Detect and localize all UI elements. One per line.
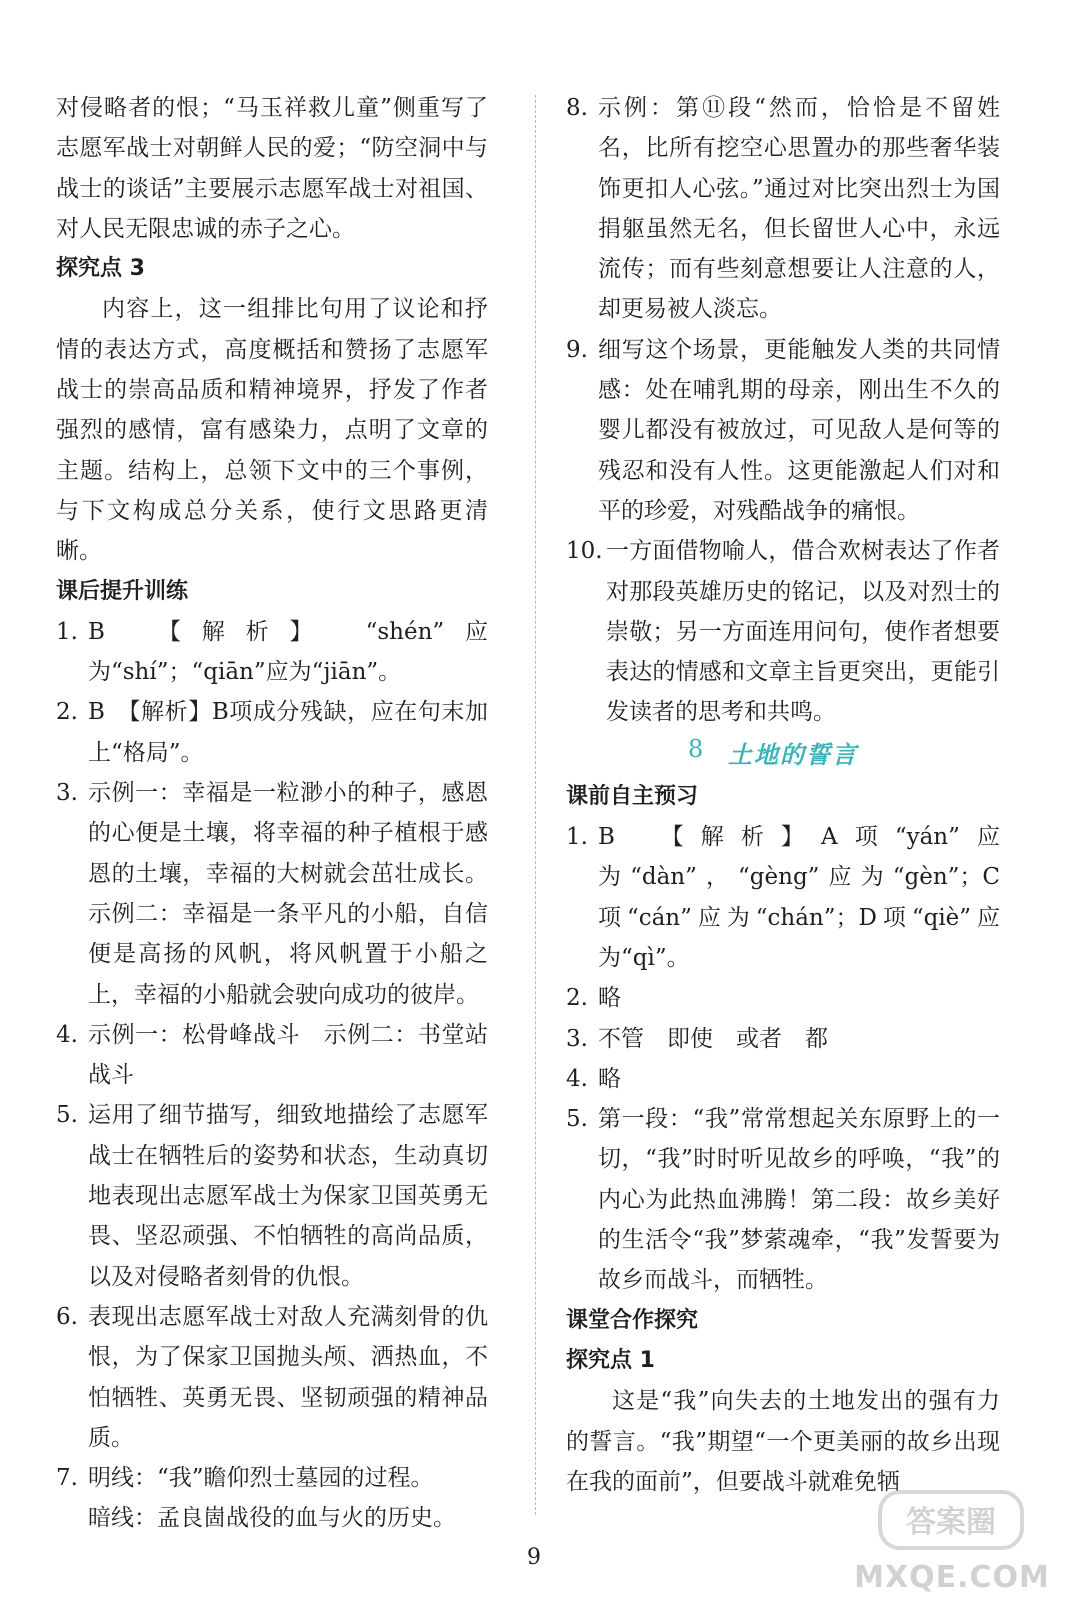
answer-text: 明线：“我”瞻仰烈士墓园的过程。 — [88, 1465, 434, 1492]
watermark-logo-icon — [876, 1482, 1026, 1556]
explore3-heading: 探究点 3 — [56, 256, 145, 282]
answer-text: 表现出志愿军战士对敌人充满刻骨的仇恨，为了保家卫国抛头颅、洒热血，不怕牺牲、英勇无畏、坚韧顽强的精神品质。 — [88, 1303, 488, 1451]
page-number: 9 — [527, 1545, 541, 1570]
answer-number: 9. — [566, 336, 588, 363]
answer-item-continued — [56, 1498, 488, 1538]
explore3-text: 内容上，这一组排比句用了议论和抒情的表达方式，高度概括和赞扬了志愿军战士的崇高品质和精神境界，抒发了作者强烈的感情，富有感染力，点明了文章的主题。结构上，总领下文中的三个事例，与下文构成总分关系，使行文思路更清晰。 — [56, 296, 488, 565]
pre-class-heading: 课前自主预习 — [566, 783, 699, 809]
answer-item — [56, 1015, 488, 1096]
answer-text: 示例一：幸福是一粒渺小的种子，感恩的心便是土壤，将幸福的种子植根于感恩的土壤，幸福的大树就会茁壮成长。示例二：幸福是一条平凡的小船，自信便是高扬的风帆，将风帆置于小船之上，幸福的小船就会驶向成功的彼岸。 — [88, 780, 488, 1008]
continued-paragraph: 对侵略者的恨；“马玉祥救儿童”侧重写了志愿军战士对朝鲜人民的爱；“防空洞中与战士的谈话”主要展示志愿军战士对祖国、对人民无限忠诚的赤子之心。 — [56, 95, 488, 242]
answer-text: 不管 即使 或者 都 — [598, 1025, 828, 1052]
answer-number: 5. — [566, 1106, 588, 1133]
answer-item — [56, 773, 488, 1015]
answer-number: 6. — [56, 1303, 78, 1330]
answer-number: 1. — [566, 824, 588, 851]
lesson-number: 8 — [688, 734, 704, 763]
answer-number: 2. — [56, 699, 78, 726]
column-divider — [535, 95, 536, 1515]
answer-number: 4. — [56, 1021, 78, 1048]
answer-item — [566, 1059, 1000, 1099]
answer-text: 一方面借物喻人，借合欢树表达了作者对那段英雄历史的铭记，以及对烈士的崇敬；另一方面连用问句，使作者想要表达的情感和文章主旨更突出，更能引发读者的思考和共鸣。 — [606, 538, 1000, 726]
answer-text: B 【解析】 “shén”应为“shí”；“qiān”应为“jiān”。 — [88, 618, 488, 686]
answer-item — [566, 1019, 1000, 1059]
answer-number: 4. — [566, 1065, 588, 1092]
answer-text: 略 — [598, 985, 621, 1012]
explore1-text: 这是“我”向失去的土地发出的强有力的誓言。“我”期望“一个更美丽的故乡出现在我的面前”，但要战斗就难免牺 — [566, 1388, 1000, 1495]
answer-text: B 【解析】B项成分残缺，应在句末加上“格局”。 — [88, 699, 488, 766]
in-class-heading: 课堂合作探究 — [566, 1307, 699, 1333]
answer-number: 8. — [566, 95, 588, 121]
answer-text: 略 — [598, 1065, 621, 1092]
answer-item — [566, 531, 1000, 732]
right-column — [566, 88, 1000, 1502]
after-class-heading: 课后提升训练 — [56, 578, 189, 604]
answer-number: 3. — [56, 780, 78, 807]
answer-number: 7. — [56, 1465, 78, 1492]
left-column — [56, 88, 488, 1539]
lesson-title: 土地的誓言 — [728, 740, 858, 769]
watermark — [852, 1482, 1052, 1595]
answer-text: 暗线：孟良崮战役的血与火的历史。 — [88, 1505, 456, 1532]
answer-number: 3. — [566, 1025, 588, 1052]
answer-number: 10. — [566, 538, 603, 565]
watermark-text: MXQE.COM — [854, 1560, 1050, 1595]
answer-number: 5. — [56, 1102, 78, 1129]
answer-text: 细写这个场景，更能触发人类的共同情感：处在哺乳期的母亲，刚出生不久的婴儿都没有被放过，可见敌人是何等的残忍和没有人性。这更能激起人们对和平的珍爱，对残酷战争的痛恨。 — [598, 336, 1000, 524]
lesson-title-bar — [566, 733, 1000, 777]
answer-number: 2. — [566, 985, 588, 1012]
answer-item — [56, 1297, 488, 1458]
answer-text: 运用了细节描写，细致地描绘了志愿军战士在牺牲后的姿势和状态，生动真切地表现出志愿军战士为保家卫国英勇无畏、坚忍顽强、不怕牺牲的高尚品质，以及对侵略者刻骨的仇恨。 — [88, 1102, 488, 1290]
watermark-logo-text: 答案圈 — [906, 1505, 996, 1540]
answer-item — [56, 692, 488, 773]
answer-item — [566, 330, 1000, 531]
answer-text: B 【解析】A项“yán”应为“dàn”，“gèng”应为“gèn”；C项“cán”应为“chán”；D项“qiè”应为“qì”。 — [598, 824, 1000, 971]
explore1-heading: 探究点 1 — [566, 1347, 655, 1373]
answer-item — [56, 1095, 488, 1296]
answer-item — [566, 978, 1000, 1018]
answer-number: 1. — [56, 618, 78, 645]
answer-item — [56, 612, 488, 693]
answer-item — [566, 1099, 1000, 1300]
answer-item — [566, 88, 1000, 330]
answer-text: 示例一：松骨峰战斗 示例二：书堂站战斗 — [88, 1021, 488, 1089]
answer-item — [566, 817, 1000, 978]
answer-text: 第一段：“我”常常想起关东原野上的一切，“我”时时听见故乡的呼唤，“我”的内心为此热血沸腾！第二段：故乡美好的生活令“我”梦萦魂牵，“我”发誓要为故乡而战斗，而牺牲。 — [598, 1106, 1000, 1294]
answer-item — [56, 1458, 488, 1498]
answer-text: 示例：第⑪段“然而，恰恰是不留姓名，比所有挖空心思置办的那些奢华装饰更扣人心弦。”通过对比突出烈士为国捐躯虽然无名，但长留世人心中，永远流传；而有些刻意想要让人注意的人，却更易被人淡忘。 — [598, 95, 1000, 323]
